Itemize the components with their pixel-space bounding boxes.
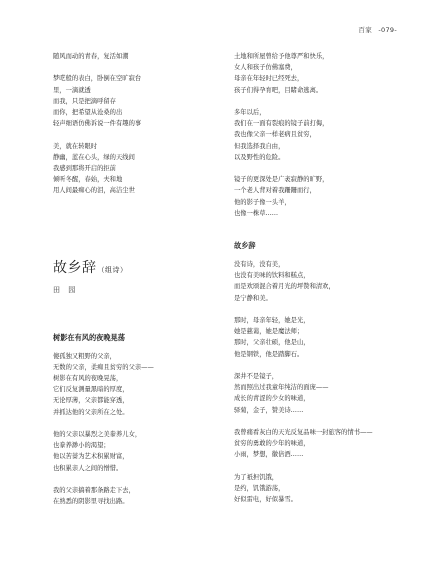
- poem-heading: [53, 257, 213, 295]
- poem-line: 而你，把希望从沧桑的出: [53, 109, 123, 116]
- right-column: [234, 51, 404, 505]
- poem-line: 土地和所屋曾给予他尊严和快乐，: [234, 53, 329, 60]
- poem-line: 深井不是镜子，: [234, 373, 279, 381]
- poem-line: 我曾痛看灰白的天光反复品味一封旅客的情书——: [234, 429, 373, 437]
- poem-line: 女人和孩子仿佛塞费，: [234, 64, 297, 72]
- author-name: 田 园: [53, 285, 79, 294]
- poem-line: 我也像父亲一样老病且贫穷，: [234, 131, 316, 139]
- poem-line: 我的父亲搞着那条路走下去，: [53, 487, 135, 495]
- poem-title: [53, 257, 213, 277]
- poem-line: 然而照出过我童年纯洁的面庞——: [234, 384, 329, 392]
- page-header: [358, 25, 397, 34]
- right-top-stanzas: [234, 51, 404, 219]
- poem-line: 一个老人背对着我跚跚而行，: [234, 187, 316, 195]
- stanza-gap: [53, 418, 213, 429]
- stanza-gap: [234, 416, 404, 427]
- poem-line: 梦呓般的表白，卧倒在空旷寂台: [53, 75, 142, 83]
- poem-line: 那时，母亲年轻，她是光，: [234, 317, 310, 325]
- stanza-gap: [234, 96, 404, 107]
- section2-stanzas: [234, 259, 404, 505]
- poem-line: 傻孤独又粗野的父亲，: [53, 352, 116, 360]
- poem-line: 以及野性的危险。: [234, 153, 285, 161]
- poem-line: 是约，饥饿游荡，: [234, 485, 285, 493]
- poem-line: 也没有美味的饮料和糕点，: [234, 272, 310, 280]
- poem-line: 美，就在转眼时: [53, 142, 98, 150]
- poem-line: 多年以后，: [234, 109, 266, 116]
- header-section: 百家: [358, 26, 373, 34]
- poem-line: 也像一株草……: [234, 209, 279, 217]
- poem-line: 无论厚薄，父亲都能穿透，: [53, 397, 129, 405]
- poem-line: 我感到那将开启的拒前: [53, 165, 116, 172]
- left-top-stanzas: [53, 51, 213, 197]
- poem-line: 他以苦蔷为艺术积累财富，: [53, 453, 129, 461]
- stanza-gap: [53, 129, 213, 140]
- poem-line: 无数的父亲，柔痴且贫穷的父亲——: [53, 363, 154, 371]
- poem-title-text: 故乡辞: [53, 259, 97, 276]
- poem-line: 并抓达他的父亲所在之处。: [53, 408, 129, 416]
- stanza-gap: [234, 163, 404, 174]
- poem-line: 母亲在年轻时已经死去，: [234, 75, 304, 83]
- stanza-gap: [234, 360, 404, 371]
- poem-line: 而是欢颂混合着月光的坪赞和清欢，: [234, 283, 335, 291]
- poem-line: 树影在有风的夜晚晃荡，: [53, 375, 123, 383]
- poem-line: 他是钢铁，他是踏脚石。: [234, 350, 304, 358]
- poem-line: 成长的青涩的少女的味道，: [234, 395, 310, 403]
- poem-line: 小雨，梦想，徽倍酒……: [234, 451, 304, 459]
- left-column: [53, 51, 213, 507]
- stanza-gap: [53, 474, 213, 485]
- poem-line: 是宁静和美。: [234, 294, 272, 302]
- poem-line: 她是慈蔼，她是魔法师；: [234, 328, 304, 336]
- stanza-gap: [234, 304, 404, 315]
- poem-line: 随风而动的青春，复活如潮: [53, 53, 129, 60]
- poem-line: 贫穷的勇敢的少年的味道，: [234, 440, 310, 448]
- poem-line: 他的父亲以暴烈之美豢养儿女，: [53, 431, 142, 439]
- poem-line: 孩子们得孕育吧，目睹命逃离。: [234, 86, 323, 94]
- poem-title-suffix: （组诗）: [97, 265, 128, 274]
- poem-line: 而我，只是把滴呼留存: [53, 97, 116, 105]
- poem-line: 用人间最痴心的泪，高洁尘世: [53, 187, 135, 195]
- poem-line: 我们在一面有裂痕的镜子前打侮，: [234, 120, 329, 128]
- poem-line: 也积累亲人之间的憎惜。: [53, 464, 123, 472]
- page-number: -079-: [378, 26, 397, 34]
- poem-line: 也豢养渺小的渴望；: [53, 442, 110, 450]
- poem-line: 没有诗，没有美，: [234, 261, 285, 269]
- poem-line: 但我选择我自由，: [234, 142, 285, 150]
- section2-title: 故乡辞: [234, 241, 256, 251]
- poem-line: 好似雷电，好似暴雪。: [234, 496, 297, 504]
- poem-line: 他的影子像一头羊，: [234, 198, 291, 206]
- stanza-gap: [234, 461, 404, 472]
- poem-line: 轻声细语仿佛诉说一件有趣的事: [53, 120, 142, 128]
- poem-line: 为了祇担饥饿，: [234, 473, 279, 481]
- poem-line: 镜子的更深处是广袤寂静的旷野，: [234, 176, 329, 184]
- poem-line: 驿菊，金子，赞美诗……: [234, 406, 304, 414]
- poem-line: 在熟悉的阴影里寻找出路。: [53, 498, 129, 506]
- poem-line: 静幽，蓝在心头，绿的天线间: [53, 153, 135, 161]
- section1-title: 树影在有风的夜晚晃荡: [53, 332, 125, 342]
- poem-line: 里，一滴就透: [53, 86, 91, 94]
- poem-line: 那时，父亲壮硕，他是山，: [234, 339, 310, 347]
- poem-line: 倾听冬醒，春始，夫和地: [53, 176, 123, 184]
- section1-stanzas: [53, 351, 213, 508]
- stanza-gap: [53, 62, 213, 73]
- poem-line: 它们反复测量黑暗的厚度，: [53, 386, 129, 394]
